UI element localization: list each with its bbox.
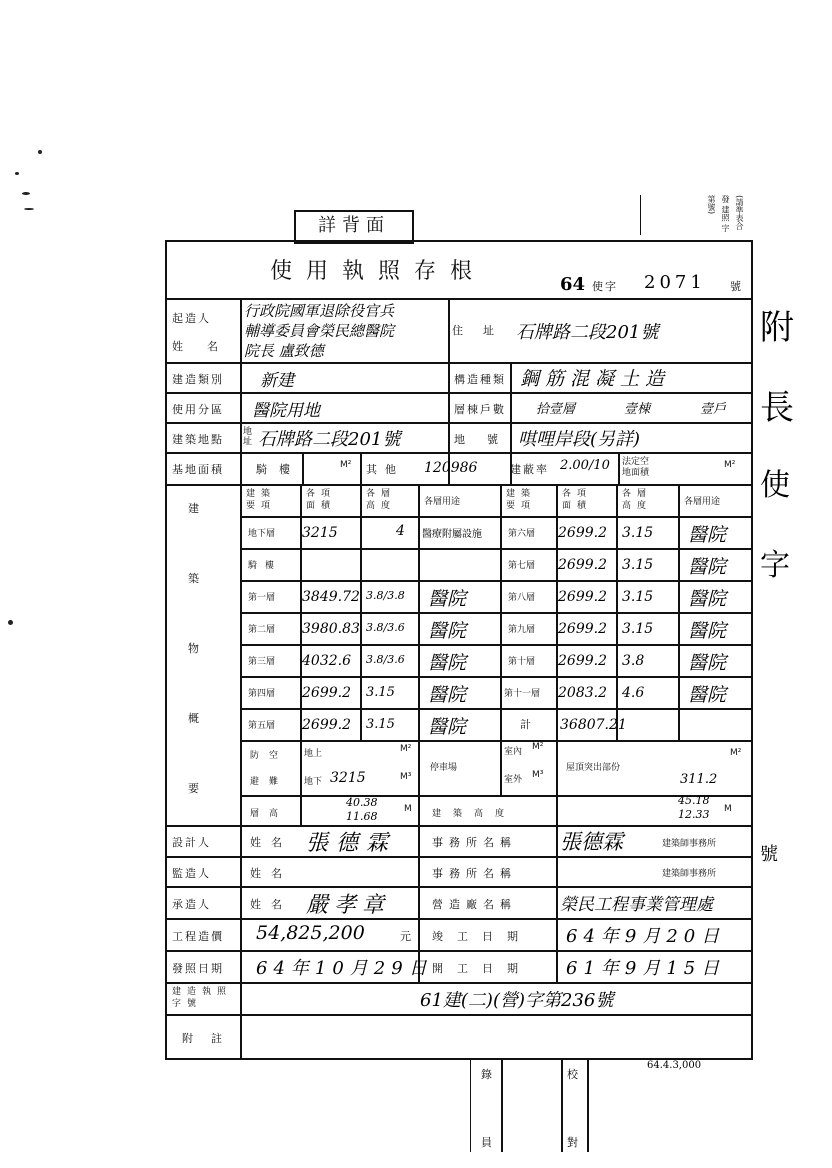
bldg-height-value-1: 45.18 xyxy=(678,794,710,807)
cost-label: 工程造價 xyxy=(172,930,224,943)
floor-area: 3215 xyxy=(302,525,338,541)
contractor-firm-label: 營造廠名稱 xyxy=(432,898,517,911)
shelter-above: 地上 xyxy=(304,749,323,759)
permit-label: 建造執照字號 xyxy=(172,987,233,1009)
bldg-value: 壹棟 xyxy=(624,402,651,417)
shelter-label-2: 避難 xyxy=(250,777,289,787)
floor-use: 醫院 xyxy=(688,524,727,546)
shelter-unit-below: M³ xyxy=(400,772,412,782)
start-label: 開工日期 xyxy=(432,962,532,975)
roof-label: 屋頂突出部份 xyxy=(566,763,621,773)
attach-label: 附註 xyxy=(182,1032,240,1045)
side-char-5: 號 xyxy=(760,844,778,865)
floor-name: 第八層 xyxy=(508,593,536,603)
builder-value-2: 輔導委員會榮民總醫院 xyxy=(244,322,395,340)
floor-area: 2699.2 xyxy=(558,589,607,605)
arcade-label: 騎樓 xyxy=(256,463,302,476)
area-unit-1: M² xyxy=(340,460,352,470)
floor-name: 第十層 xyxy=(508,657,536,667)
floor-area: 2699.2 xyxy=(558,621,607,637)
floor-use: 醫院 xyxy=(688,652,727,674)
floor-name: 第七層 xyxy=(508,561,536,571)
floor-name: 第十一層 xyxy=(504,689,541,699)
shelter-label-1: 防空 xyxy=(250,751,289,761)
year-prefix: 64 xyxy=(560,274,586,295)
floor-use: 醫院 xyxy=(428,620,467,642)
col-header-left-2: 各項面積 xyxy=(306,489,337,511)
floor-height: 4.6 xyxy=(622,685,645,701)
designer-office-suffix: 建築師事務所 xyxy=(662,839,717,849)
permit-char-label: 使字 xyxy=(592,280,618,293)
floor-height-label: 層高 xyxy=(250,809,289,819)
use-value: 醫院用地 xyxy=(252,401,320,421)
builder-addr-label: 住址 xyxy=(452,324,514,337)
floor-name: 第三層 xyxy=(248,657,276,667)
col-header-left-4: 各層用途 xyxy=(424,497,461,507)
contractor-name-label: 姓名 xyxy=(250,898,292,911)
legal-unit: M² xyxy=(724,460,736,470)
floors-label: 層棟戶數 xyxy=(454,403,506,416)
floor-height: 3.15 xyxy=(366,717,395,732)
floor-use: 醫院 xyxy=(688,620,727,642)
unit-value: 壹戶 xyxy=(700,402,727,417)
parking-label: 停車場 xyxy=(430,763,458,773)
floor-height: 3.15 xyxy=(366,685,395,700)
floor-area: 3980.83 xyxy=(302,621,360,637)
scan-speck xyxy=(8,620,13,625)
section-char-1: 建 xyxy=(188,502,201,515)
floor-use: 醫院 xyxy=(688,588,727,610)
scan-speck xyxy=(24,208,34,210)
floor-area: 36807.21 xyxy=(560,717,627,733)
builder-addr-value: 石牌路二段201號 xyxy=(516,322,659,343)
floor-name: 第六層 xyxy=(508,529,536,539)
supervisor-name-label: 姓名 xyxy=(250,867,292,880)
floor-area: 2699.2 xyxy=(558,653,607,669)
side-char-4: 字 xyxy=(760,548,790,583)
ratio-value: 2.00/10 xyxy=(560,458,610,473)
floor-name: 第五層 xyxy=(248,721,276,731)
other-label: 其他 xyxy=(366,463,404,476)
section-char-4: 概 xyxy=(188,712,201,725)
floor-height: 3.8/3.8 xyxy=(366,589,405,602)
shelter-below: 地下 xyxy=(304,777,323,787)
ratio-label: 建蔽率 xyxy=(510,463,549,476)
builder-label: 起造人 xyxy=(172,312,211,325)
floor-height: 3.8 xyxy=(622,653,645,669)
scan-speck xyxy=(15,172,19,175)
type-label: 建造類別 xyxy=(172,373,224,386)
floor-height-value-1: 40.38 xyxy=(346,796,378,809)
section-left-col xyxy=(188,500,208,850)
use-label: 使用分區 xyxy=(172,403,224,416)
floor-area: 2699.2 xyxy=(302,717,351,733)
floor-name: 騎樓 xyxy=(248,561,283,571)
issue-label: 發照日期 xyxy=(172,962,224,975)
builder-name-label: 姓名 xyxy=(172,340,242,353)
scan-speck xyxy=(38,150,42,154)
legal-label: 法定空地面積 xyxy=(622,457,650,478)
footer-label-3: 校 xyxy=(567,1068,580,1081)
floor-area: 2699.2 xyxy=(558,525,607,541)
scan-speck xyxy=(22,192,30,195)
bldg-height-value-2: 12.33 xyxy=(678,808,710,821)
floor-use: 醫院 xyxy=(428,652,467,674)
footer-box xyxy=(470,1058,702,1152)
col-header-left-1: 建築要項 xyxy=(246,489,277,511)
floor-name: 計 xyxy=(520,718,533,731)
contractor-firm: 榮民工程事業管理處 xyxy=(560,895,713,915)
form-title: 使用執照存根 xyxy=(270,259,487,284)
lot-label: 地號 xyxy=(454,433,520,446)
floor-height: 3.15 xyxy=(622,525,654,541)
floor-height-value-2: 11.68 xyxy=(346,810,378,823)
back-side-stamp xyxy=(294,210,414,244)
floor-height: 4 xyxy=(396,523,405,539)
roof-value: 311.2 xyxy=(680,772,718,787)
site-value: 石牌路二段201號 xyxy=(258,429,401,450)
floor-area: 2699.2 xyxy=(302,685,351,701)
top-right-note xyxy=(640,195,746,235)
builder-value-3: 院長 盧致德 xyxy=(244,342,324,360)
floors-value: 拾壹層 xyxy=(536,402,576,417)
struct-label: 構造種類 xyxy=(454,373,506,386)
type-value: 新建 xyxy=(260,371,294,391)
designer-name: 張德霖 xyxy=(306,831,397,856)
floor-use: 醫院 xyxy=(428,588,467,610)
other-value: 120986 xyxy=(424,460,478,476)
top-right-note-text: (請準表合發 建照 字第號) xyxy=(707,195,744,233)
side-char-3: 使 xyxy=(760,468,790,503)
designer-name-label: 姓名 xyxy=(250,836,292,849)
designer-office-label: 事務所名稱 xyxy=(432,836,517,849)
done-label: 竣工日期 xyxy=(432,930,532,943)
contractor-label: 承造人 xyxy=(172,898,211,911)
parking-outdoor-unit: M³ xyxy=(532,770,544,780)
col-header-right-4: 各層用途 xyxy=(684,497,721,507)
permit-number: 2071 xyxy=(644,272,706,293)
bldg-height-label: 建築高度 xyxy=(432,809,517,819)
start-value: 61年9月15日 xyxy=(566,958,726,979)
footer-label-1: 錄 xyxy=(481,1068,494,1081)
builder-value-1: 行政院國軍退除役官兵 xyxy=(244,302,395,320)
side-stamp-column xyxy=(760,300,820,880)
floor-use: 醫院 xyxy=(428,716,467,738)
floor-height: 3.15 xyxy=(622,621,654,637)
bldg-height-unit: M xyxy=(724,804,732,814)
roof-unit: M² xyxy=(730,748,742,758)
cost-value: 54,825,200 xyxy=(256,922,365,944)
col-header-right-3: 各層高度 xyxy=(622,489,653,511)
side-char-1: 附 xyxy=(760,308,794,348)
supervisor-office-label: 事務所名稱 xyxy=(432,867,517,880)
floor-area: 3849.72 xyxy=(302,589,360,605)
supervisor-label: 監造人 xyxy=(172,867,211,880)
footer-label-2: 員 xyxy=(481,1136,494,1149)
lot-value: 唭哩岸段(另詳) xyxy=(518,429,641,450)
parking-indoor: 室內 xyxy=(504,747,523,757)
number-suffix: 號 xyxy=(730,280,743,293)
section-char-5: 要 xyxy=(188,782,201,795)
site-addr-small: 地址 xyxy=(243,427,253,447)
area-label: 基地面積 xyxy=(172,463,224,476)
footer-mark: 64.4.3,000 xyxy=(647,1060,702,1071)
site-label: 建築地點 xyxy=(172,433,224,446)
issue-value: 64年10月29日 xyxy=(256,958,433,979)
floor-use: 醫院 xyxy=(688,556,727,578)
floor-area: 2083.2 xyxy=(558,685,607,701)
floor-name: 第九層 xyxy=(508,625,536,635)
floor-area: 2699.2 xyxy=(558,557,607,573)
col-header-right-2: 各項面積 xyxy=(562,489,593,511)
done-value: 64年9月20日 xyxy=(566,926,726,947)
floor-name: 第四層 xyxy=(248,689,276,699)
floor-name: 第二層 xyxy=(248,625,276,635)
supervisor-office-suffix: 建築師事務所 xyxy=(662,869,717,879)
cost-unit: 元 xyxy=(400,930,413,943)
floor-height-unit: M xyxy=(404,804,412,814)
contractor-name: 嚴孝章 xyxy=(306,893,391,918)
floor-height: 3.8/3.6 xyxy=(366,621,405,634)
permit-value: 61建(二)(營)字第236號 xyxy=(420,990,614,1011)
side-char-2: 長 xyxy=(760,388,794,428)
footer-label-4: 對 xyxy=(567,1136,580,1149)
designer-label: 設計人 xyxy=(172,836,211,849)
section-char-2: 築 xyxy=(188,572,201,585)
floor-height: 3.8/3.6 xyxy=(366,653,405,666)
floor-use: 醫院 xyxy=(688,684,727,706)
struct-value: 鋼筋混凝土造 xyxy=(520,368,671,390)
parking-indoor-unit: M² xyxy=(532,742,544,752)
floor-use: 醫療附屬設施 xyxy=(422,529,482,540)
col-header-right-1: 建築要項 xyxy=(506,489,537,511)
floor-use: 醫院 xyxy=(428,684,467,706)
shelter-below-value: 3215 xyxy=(330,770,366,786)
designer-office: 張德霖 xyxy=(560,830,623,854)
floor-name: 地下層 xyxy=(248,529,276,539)
shelter-unit-above: M² xyxy=(400,744,412,754)
floor-height: 3.15 xyxy=(622,589,654,605)
section-char-3: 物 xyxy=(188,642,201,655)
floor-height: 3.15 xyxy=(622,557,654,573)
col-header-left-3: 各層高度 xyxy=(366,489,397,511)
floor-area: 4032.6 xyxy=(302,653,351,669)
parking-outdoor: 室外 xyxy=(504,775,523,785)
back-side-label: 詳背面 xyxy=(318,215,390,236)
floor-name: 第一層 xyxy=(248,593,276,603)
